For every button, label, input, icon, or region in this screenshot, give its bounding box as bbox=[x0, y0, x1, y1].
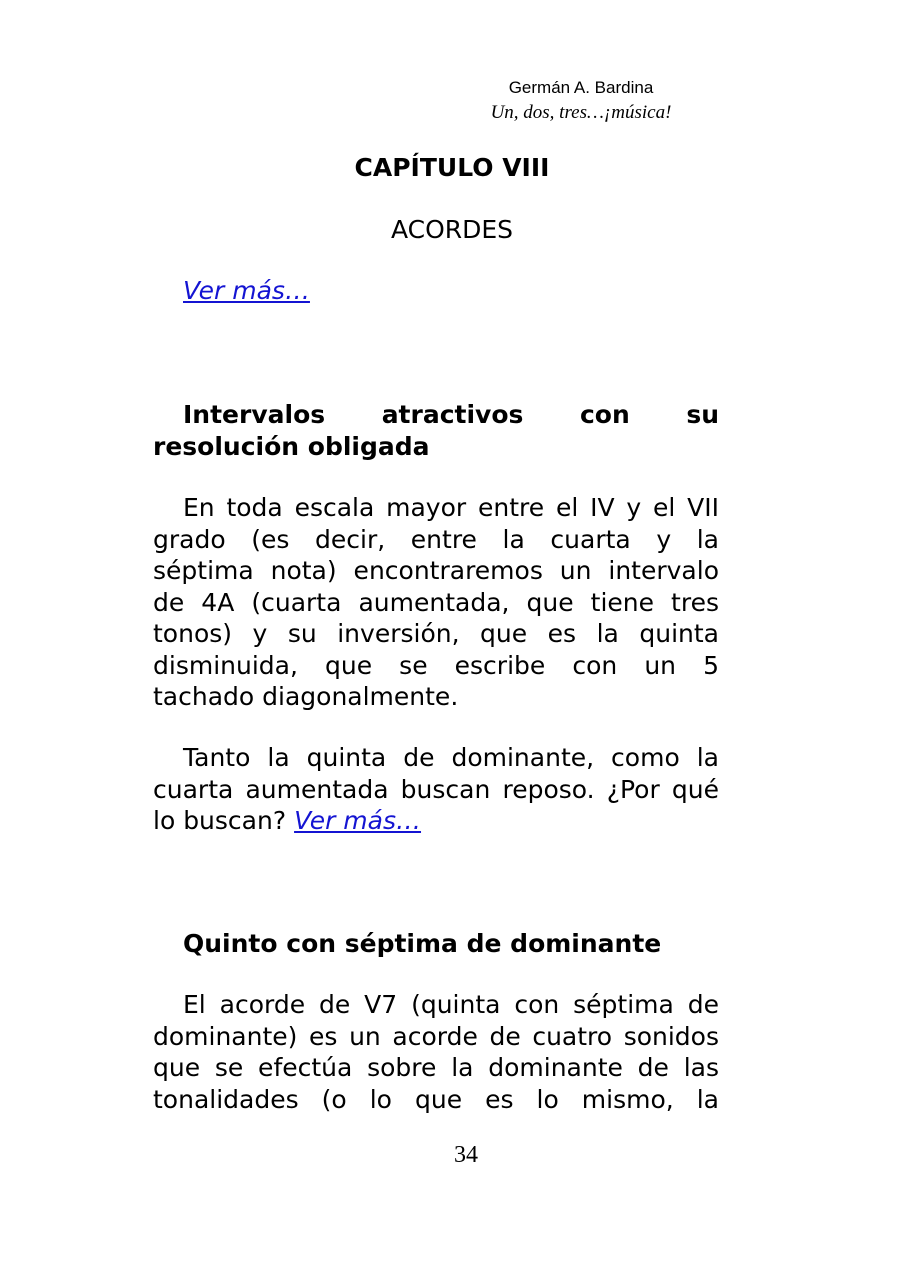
header-book-title: Un, dos, tres…¡música! bbox=[490, 102, 672, 123]
text-line: tonalidades (o lo que es lo mismo, la bbox=[153, 1084, 719, 1114]
text-line: de 4A (cuarta aumentada, que tiene tres bbox=[153, 587, 719, 617]
ver-mas-link[interactable]: Ver más… bbox=[183, 276, 310, 305]
text-line: séptima nota) encontraremos un intervalo bbox=[153, 556, 719, 585]
heading-line: Quinto con séptima de dominante bbox=[183, 929, 662, 958]
header-author: Germán A. Bardina bbox=[508, 78, 654, 97]
text-line: tachado diagonalmente. bbox=[153, 682, 459, 711]
text-line: dominante) es un acorde de cuatro sonidos bbox=[153, 1021, 719, 1051]
ver-mas-link[interactable]: Ver más… bbox=[294, 806, 422, 835]
text-line: El acorde de V7 (quinta con séptima de bbox=[183, 990, 719, 1019]
paragraph bbox=[153, 492, 719, 713]
chapter-title: CAPÍTULO VIII bbox=[354, 153, 550, 182]
page-number: 34 bbox=[454, 1142, 478, 1168]
paragraph bbox=[153, 989, 719, 1115]
text-line: tonos) y su inversión, que es la quinta bbox=[153, 619, 719, 648]
chapter-subtitle: ACORDES bbox=[390, 215, 514, 244]
text-line: Tanto la quinta de dominante, como la bbox=[183, 743, 719, 772]
section-heading-intervalos bbox=[153, 399, 719, 462]
text-line: disminuida, que se escribe con un 5 bbox=[153, 650, 719, 680]
text-line: En toda escala mayor entre el IV y el VII bbox=[183, 493, 719, 522]
heading-line: resolución obligada bbox=[153, 431, 430, 461]
text-line: cuarta aumentada buscan reposo. ¿Por qué bbox=[153, 774, 719, 804]
paragraph bbox=[153, 742, 719, 837]
heading-line: Intervalos atractivos con su bbox=[183, 400, 719, 429]
text-line bbox=[153, 805, 719, 837]
text-line: grado (es decir, entre la cuarta y la bbox=[153, 524, 719, 554]
section-heading-quinto bbox=[153, 928, 719, 960]
text-line: que se efectúa sobre la dominante de las bbox=[153, 1053, 719, 1082]
text-fragment: lo buscan? bbox=[153, 806, 295, 835]
